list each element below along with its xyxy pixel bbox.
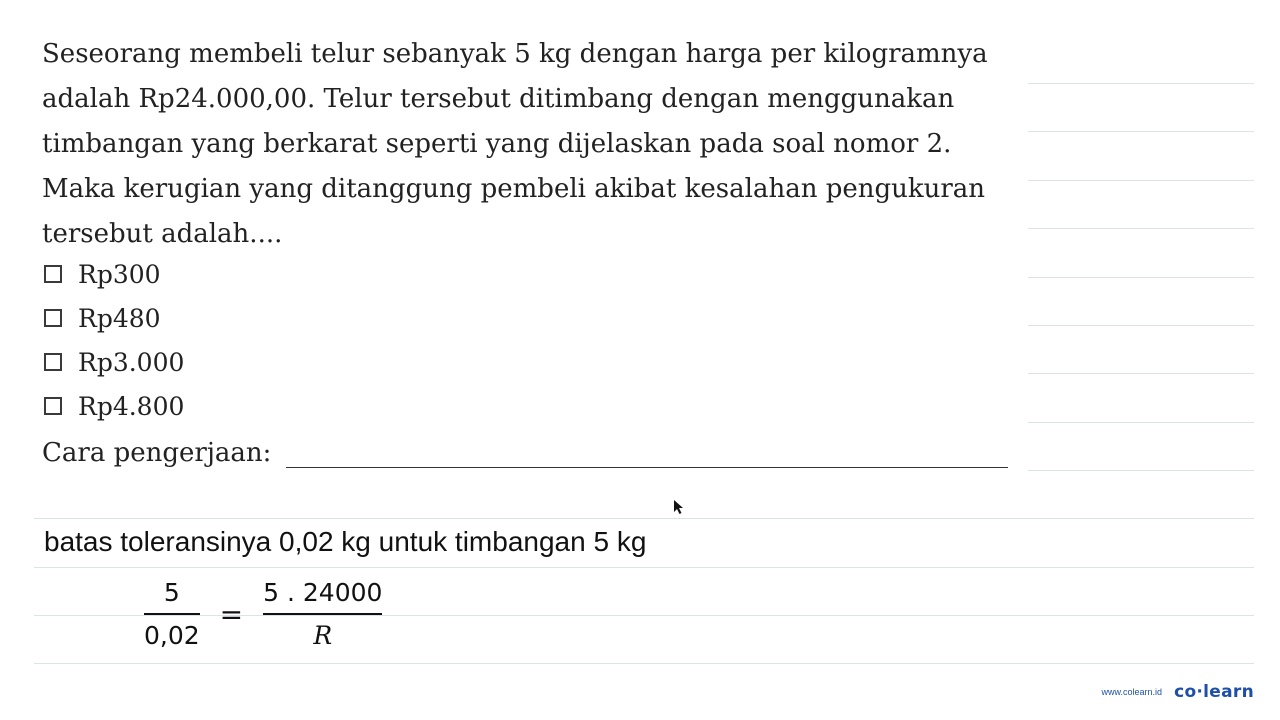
option-a[interactable] xyxy=(44,252,184,296)
ruled-line xyxy=(1028,325,1254,326)
checkbox[interactable] xyxy=(44,265,62,283)
denominator: 0,02 xyxy=(144,621,200,650)
ruled-line xyxy=(34,567,1254,568)
question-line: timbangan yang berkarat seperti yang dijelaskan pada soal nomor 2. xyxy=(42,129,952,159)
question-text xyxy=(42,32,1016,257)
checkbox[interactable] xyxy=(44,397,62,415)
numerator: 5 xyxy=(163,578,180,607)
question-line: Maka kerugian yang ditanggung pembeli akibat kesalahan pengukuran xyxy=(42,174,986,204)
ruled-line xyxy=(1028,83,1254,84)
answer-options xyxy=(44,252,184,428)
option-label: Rp3.000 xyxy=(78,347,185,377)
ruled-line xyxy=(1028,228,1254,229)
pointer-cursor-icon xyxy=(672,499,686,515)
denominator: R xyxy=(313,621,333,650)
brand-url: www.colearn.id xyxy=(1101,687,1163,697)
option-c[interactable] xyxy=(44,340,184,384)
work-label: Cara pengerjaan: xyxy=(42,438,272,468)
solution-note: batas toleransinya 0,02 kg untuk timbangan 5 kg xyxy=(44,526,647,557)
ruled-line xyxy=(1028,180,1254,181)
answer-blank-line xyxy=(286,467,1008,468)
option-label: Rp4.800 xyxy=(78,391,185,421)
ruled-line xyxy=(34,663,1254,664)
ruled-line xyxy=(34,518,1254,519)
fraction-left xyxy=(138,578,206,650)
question-line: adalah Rp24.000,00. Telur tersebut ditimbang dengan menggunakan xyxy=(42,84,955,114)
checkbox[interactable] xyxy=(44,353,62,371)
brand-logo: co·learn xyxy=(1174,682,1254,702)
option-d[interactable] xyxy=(44,384,184,428)
option-label: Rp300 xyxy=(78,259,161,289)
ruled-line xyxy=(1028,470,1254,471)
numerator: 5 . 24000 xyxy=(263,578,383,607)
ruled-line xyxy=(1028,131,1254,132)
brand-watermark xyxy=(1102,682,1254,702)
option-label: Rp480 xyxy=(78,303,161,333)
option-b[interactable] xyxy=(44,296,184,340)
proportion-equation xyxy=(138,578,388,650)
question-line: Seseorang membeli telur sebanyak 5 kg dengan harga per kilogramnya xyxy=(42,39,988,69)
ruled-line xyxy=(1028,373,1254,374)
equals-sign: = xyxy=(219,597,244,631)
question-line: tersebut adalah.... xyxy=(42,219,283,249)
ruled-line xyxy=(1028,277,1254,278)
checkbox[interactable] xyxy=(44,309,62,327)
ruled-line xyxy=(1028,422,1254,423)
fraction-right xyxy=(257,578,388,650)
